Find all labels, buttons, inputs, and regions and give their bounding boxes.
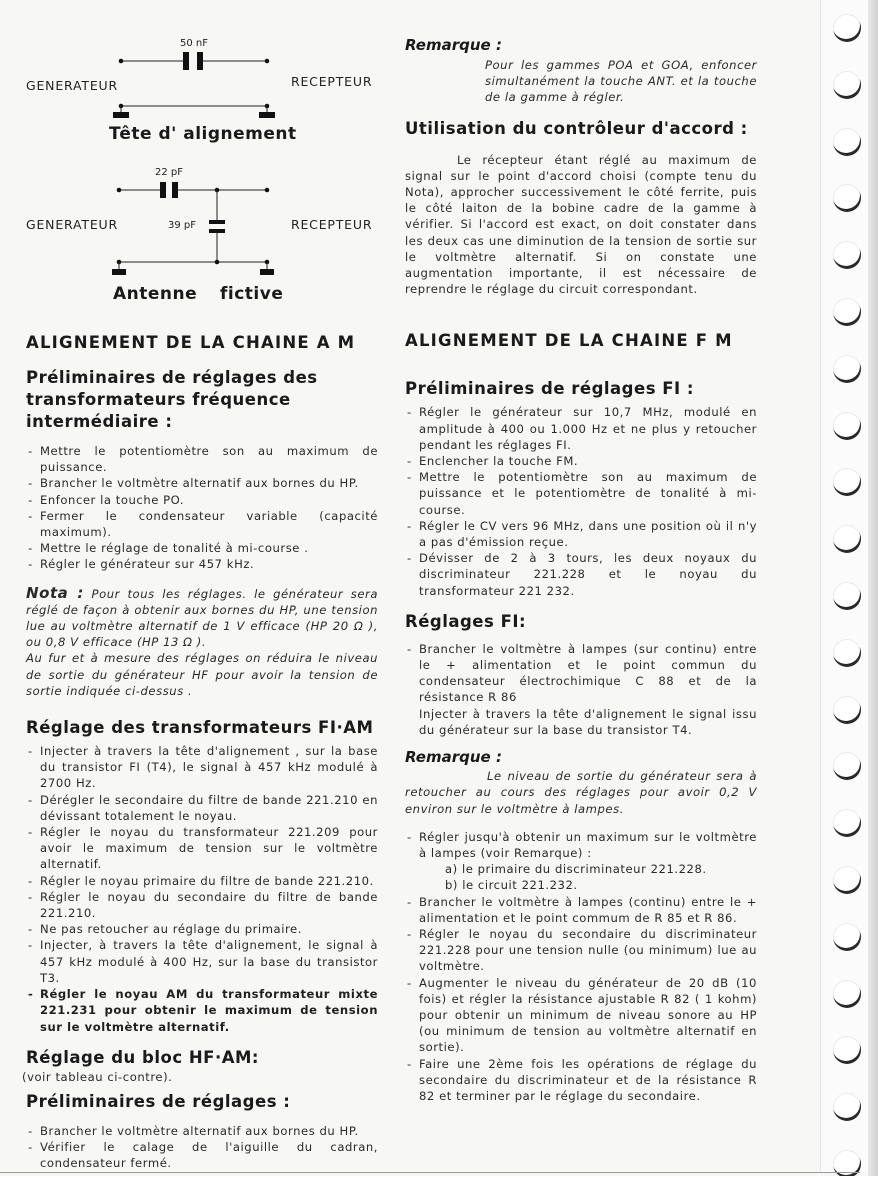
prelim-am-list xyxy=(26,443,378,573)
page-bottom-margin xyxy=(0,1176,878,1200)
page-bottom-edge xyxy=(0,1172,860,1173)
list-item: - Injecter, à travers la tête d'alignement, le signal à 457 kHz modulé à 400 Hz, sur la base du transistor T3. xyxy=(26,937,378,986)
list-item: - Faire une 2ème fois les opérations de réglage du secondaire du discriminateur et de la résistance R 82 et terminer par le réglage du secondaire. xyxy=(405,1056,757,1105)
binder-hole-icon xyxy=(833,980,861,1008)
binder-hole-icon xyxy=(833,14,861,42)
list-item: - Enfoncer la touche PO. xyxy=(26,492,378,508)
binder-hole-icon xyxy=(833,696,861,724)
fm-chain-title: ALIGNEMENT DE LA CHAINE F M xyxy=(405,331,733,351)
reglages-fi-list xyxy=(405,641,757,706)
left-column xyxy=(22,333,378,1172)
list-item: - Dérégler le secondaire du filtre de bande 221.210 en dévissant totalement le noyau. xyxy=(26,792,378,824)
diagram-title-antenne: Antenne xyxy=(113,284,198,304)
remarque-heading: Remarque : xyxy=(405,36,502,54)
list-item: - Vérifier le calage de l'aiguille du cadran, condensateur fermé. xyxy=(26,1139,378,1171)
prelim-fi-am-heading: Préliminaires de réglages des transformateurs fréquence intermédiaire : xyxy=(26,368,318,431)
list-item: - Régler le noyau primaire du filtre de bande 221.210. xyxy=(26,873,378,889)
list-item: - Mettre le potentiomètre son au maximum de puissance et le potentiomètre de tonalité à mi-course. xyxy=(405,469,757,518)
list-item: - Fermer le condensateur variable (capacité maximum). xyxy=(26,508,378,540)
sub-item-a: a) le primaire du discriminateur 221.228. xyxy=(445,862,707,877)
binder-hole-icon xyxy=(833,582,861,610)
diagram-title-fictive: fictive xyxy=(220,284,284,304)
fi-am-heading: Réglage des transformateurs FI·AM xyxy=(26,718,374,738)
list-item: - Augmenter le niveau du générateur de 20 dB (10 fois) et régler la résistance ajustable R 82 ( 1 kohm) pour obtenir un minimum de niveau sonore au HP (ou minimum de tension au voltmètre alternatif en sortie). xyxy=(405,975,757,1056)
binder-hole-icon xyxy=(833,298,861,326)
list-item: - Mettre le réglage de tonalité à mi-course . xyxy=(26,540,378,556)
binder-hole-icon xyxy=(833,1150,861,1178)
list-item: - Ne pas retoucher au réglage du primaire. xyxy=(26,921,378,937)
list-item: - Régler le noyau AM du transformateur mixte 221.231 pour obtenir le maximum de tension sur le voltmètre alternatif. xyxy=(26,986,378,1035)
prelim-reglages-heading: Préliminaires de réglages : xyxy=(26,1091,291,1111)
list-item: - Régler le noyau du secondaire du filtre de bande 221.210. xyxy=(26,889,378,921)
list-item: - Mettre le potentiomètre son au maximum de puissance. xyxy=(26,443,378,475)
final-fm-list-2 xyxy=(405,894,757,1105)
list-item: - Régler le CV vers 96 MHz, dans une position où il n'y a pas d'émission reçue. xyxy=(405,518,757,550)
list-item: - Brancher le voltmètre à lampes (continu) entre le + alimentation et le point commum de R 85 et R 86. xyxy=(405,894,757,926)
prelim-fi-list xyxy=(405,404,757,598)
binder-hole-icon xyxy=(833,71,861,99)
binder-hole-icon xyxy=(833,128,861,156)
binder-hole-icon xyxy=(833,639,861,667)
list-item: - Régler le générateur sur 10,7 MHz, modulé en amplitude à 400 ou 1.000 Hz et ne plus y retoucher pendant les réglages FI. xyxy=(405,404,757,453)
prelim2-list xyxy=(26,1123,378,1172)
list-item: - Brancher le voltmètre à lampes (sur continu) entre le + alimentation et le point commun du condensateur électrochimique C 88 et de la résistance R 86 xyxy=(405,641,757,706)
remarque-text: Pour les gammes POA et GOA, enfoncer simultanément la touche ANT. et la touche de la gamme à régler. xyxy=(485,58,757,105)
list-item: - Enclencher la touche FM. xyxy=(405,453,757,469)
binder-hole-icon xyxy=(833,412,861,440)
list-item: - Dévisser de 2 à 3 tours, les deux noyaux du discriminateur 221.228 et le noyau du transformateur 221 232. xyxy=(405,550,757,599)
list-item: - Brancher le voltmètre alternatif aux bornes du HP. xyxy=(26,1123,378,1139)
diagram-title-tete: Tête d' alignement xyxy=(109,124,297,144)
reglages-fi-continuation: Injecter à travers la tête d'alignement le signal issu du générateur sur la base du transistor T4. xyxy=(419,706,757,737)
list-item: - Brancher le voltmètre alternatif aux bornes du HP. xyxy=(26,475,378,491)
nota-text: Pour tous les réglages. le générateur sera réglé de façon à obtenir aux bornes du HP, une tension lue au voltmètre alternatif de 1 V efficace (HP 20 Ω ), ou 0,8 V efficace (HP 13 Ω ). xyxy=(26,586,378,650)
diagram-tete-alignement xyxy=(0,0,390,320)
list-item: - Injecter à travers la tête d'alignement , sur la base du transistor FI (T4), le signal à 457 kHz modulé à 2700 Hz. xyxy=(26,743,378,792)
remarque-text-2: Le niveau de sortie du générateur sera à retoucher au cours des réglages pour avoir 0,2 V environ sur le voltmètre à lampes. xyxy=(405,769,757,816)
nota-text-2: Au fur et à mesure des réglages on réduira le niveau de sortie du générateur HF pour avoir la tension de sortie indiquée ci-dessus . xyxy=(26,651,378,698)
remarque-heading-2: Remarque : xyxy=(405,748,502,767)
controleur-heading: Utilisation du contrôleur d'accord : xyxy=(405,118,748,138)
nota-paragraph xyxy=(26,585,378,651)
binder-hole-icon xyxy=(833,809,861,837)
list-item: - Régler le noyau du transformateur 221.209 pour avoir le maximum de tension sur le voltmètre alternatif. xyxy=(26,824,378,873)
generateur-label: GENERATEUR xyxy=(26,78,118,93)
sub-item-b: b) le circuit 221.232. xyxy=(445,878,578,893)
recepteur-label: RECEPTEUR xyxy=(291,74,373,89)
cap-22pf-label: 22 pF xyxy=(155,167,184,178)
fi-am-list xyxy=(26,743,378,1035)
list-item: - Régler le générateur sur 457 kHz. xyxy=(26,556,378,572)
cap-39pf-label: 39 pF xyxy=(168,220,197,231)
controleur-text: Le récepteur étant réglé au maximum de signal sur le point d'accord choisi (compte tenu du Nota), approcher successivement le côté ferrite, puis le côté laiton de la bobine cadre de la gamme à vérifier. Si l'accord est exact, on doit constater dans les deux cas une diminution de la tension de sortie sur le voltmètre alternatif. Si on constate une augmentation importante, il est nécessaire de reprendre le réglage du circuit correspondant. xyxy=(405,152,757,297)
page-edge-shadow xyxy=(868,0,878,1180)
list-item: - Régler le noyau du secondaire du discriminateur 221.228 pour une tension nulle (ou minimum) lue au voltmètre. xyxy=(405,926,757,975)
binder-hole-icon xyxy=(833,241,861,269)
generateur-label-2: GENERATEUR xyxy=(26,217,118,232)
cap-50nf-label: 50 nF xyxy=(180,38,208,49)
final-fm-list xyxy=(405,829,757,861)
hf-am-note: (voir tableau ci-contre). xyxy=(22,1069,173,1084)
binder-hole-icon xyxy=(833,525,861,553)
nota-label: Nota : xyxy=(26,583,84,602)
binder-hole-icon xyxy=(833,923,861,951)
prelim-fi-heading: Préliminaires de réglages FI : xyxy=(405,379,695,399)
am-chain-title: ALIGNEMENT DE LA CHAINE A M xyxy=(26,333,356,352)
list-item: - Régler jusqu'à obtenir un maximum sur le voltmètre à lampes (voir Remarque) : xyxy=(405,829,757,861)
binder-hole-icon xyxy=(833,355,861,383)
binder-hole-icon xyxy=(833,866,861,894)
reglages-fi-heading: Réglages FI: xyxy=(405,611,527,631)
hf-am-heading: Réglage du bloc HF·AM: xyxy=(26,1047,260,1067)
recepteur-label-2: RECEPTEUR xyxy=(291,217,373,232)
right-column xyxy=(405,36,757,1104)
binder-hole-icon xyxy=(833,1093,861,1121)
